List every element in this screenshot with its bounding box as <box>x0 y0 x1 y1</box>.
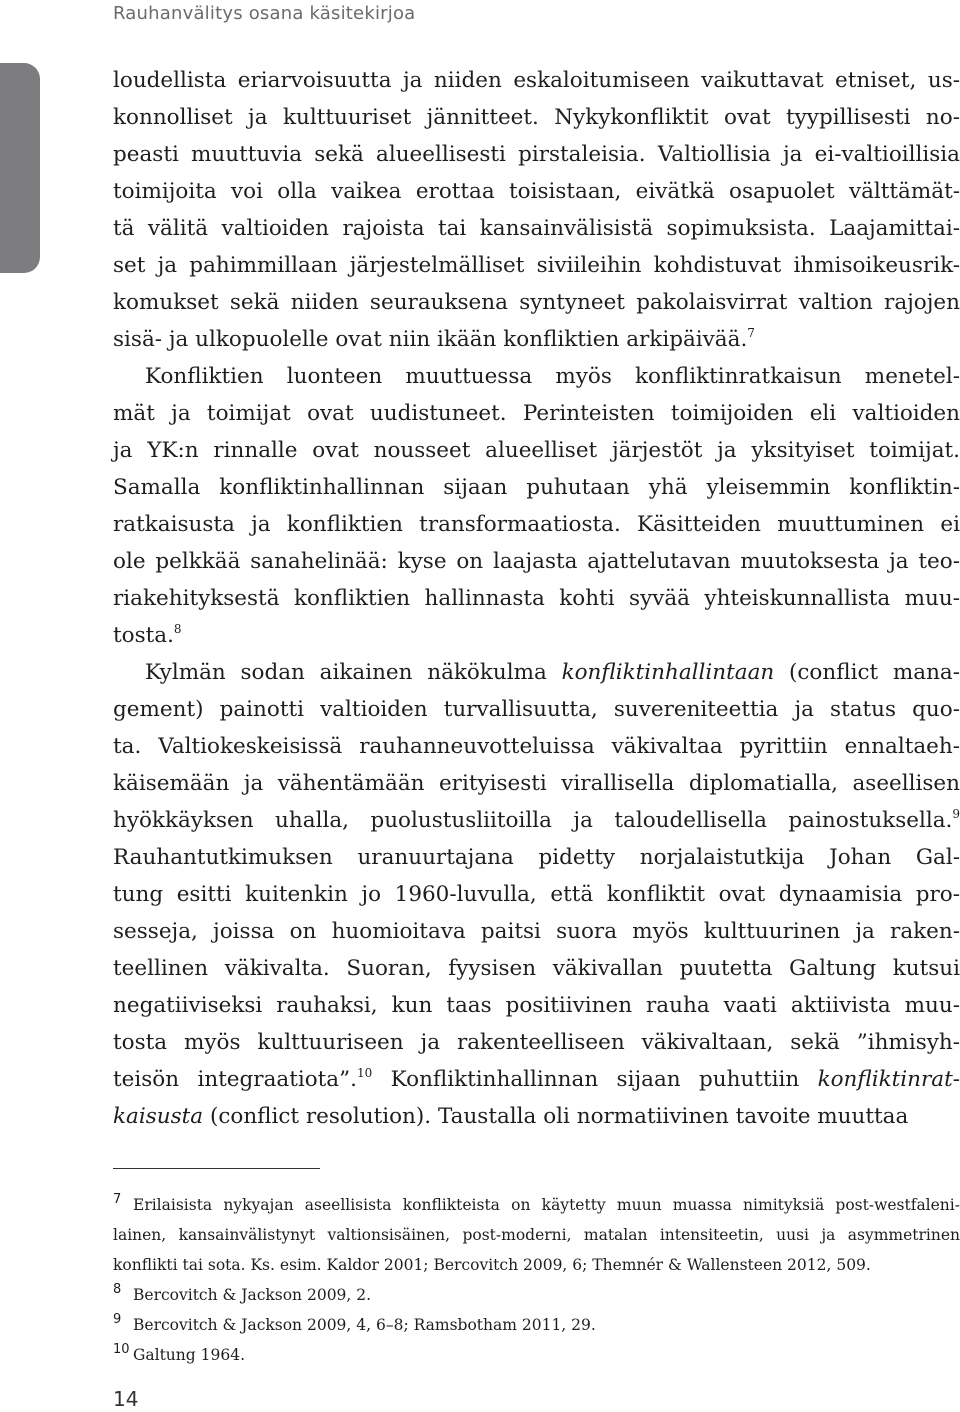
text-segment: loudellista eriarvoisuutta ja niiden eskaloitumiseen vaikuttavat etniset, us- <box>113 68 960 93</box>
text-segment: ta. Valtiokeskeisissä rauhanneuvotteluissa väkivaltaa pyrittiin ennaltaeh- <box>113 734 960 759</box>
text-segment: (conflict resolution). Taustalla oli normatiivinen tavoite muuttaa <box>203 1104 909 1129</box>
text-line <box>113 913 960 950</box>
text-line <box>113 654 960 691</box>
text-segment: ja YK:n rinnalle ovat nousseet alueelliset järjestöt ja yksityiset toimijat. <box>113 438 960 463</box>
text-segment: Konfliktinhallinnan sijaan puhuttiin <box>372 1067 818 1092</box>
text-segment: konfliktinrat- <box>817 1067 960 1092</box>
footnote-line: 9 Bercovitch & Jackson 2009, 4, 6–8; Ramsbotham 2011, 29. <box>113 1312 596 1334</box>
text-line <box>113 321 960 358</box>
footnote-line: 10 Galtung 1964. <box>113 1342 245 1364</box>
footnote-ref: 8 <box>173 622 182 636</box>
text-segment: ole pelkkää sanahelinää: kyse on laajasta ajattelutavan muutoksesta ja teo- <box>113 549 960 574</box>
text-line <box>113 1061 960 1098</box>
text-segment: tung esitti kuitenkin jo 1960-luvulla, että konfliktit ovat dynaamisia pro- <box>113 882 960 907</box>
text-segment: kaisusta <box>113 1104 204 1129</box>
text-line <box>113 876 960 913</box>
text-segment: konfliktinhallintaan <box>561 660 775 685</box>
text-line <box>113 950 960 987</box>
text-segment: Kylmän sodan aikainen näkökulma <box>145 660 562 685</box>
text-segment: peasti muuttuvia sekä alueellisesti pirstaleisia. Valtiollisia ja ei-valtioillisia <box>113 142 960 167</box>
text-segment: set ja pahimmillaan järjestelmälliset siviileihin kohdistuvat ihmisoikeusrik- <box>113 253 960 278</box>
footnote-line <box>113 1250 960 1280</box>
text-segment: sisä- ja ulkopuolelle ovat niin ikään konfliktien arkipäivää. <box>113 327 748 352</box>
text-line <box>113 99 960 136</box>
text-segment: Konfliktien luonteen muuttuessa myös konfliktinratkaisun menetel- <box>145 364 960 389</box>
text-segment: riakehityksestä konfliktien hallinnasta kohti syvää yhteiskunnallista muu- <box>113 586 960 611</box>
footnotes <box>113 1190 960 1370</box>
text-line <box>113 728 960 765</box>
text-line <box>113 691 960 728</box>
text-segment: negatiiviseksi rauhaksi, kun taas positiivinen rauha vaati aktiivista muu- <box>113 993 960 1018</box>
footnote-ref: 10 <box>356 1066 373 1080</box>
text-segment: mät ja toimijat ovat uudistuneet. Perinteisten toimijoiden eli valtioiden <box>113 401 960 426</box>
text-line <box>113 432 960 469</box>
text-segment: tä välitä valtioiden rajoista tai kansainvälisistä sopimuksista. Laajamittai- <box>113 216 960 241</box>
footnote-text: Erilaisista nykyajan aseellisista konflikteista on käytetty muun muassa nimityksiä post-westfaleni- <box>133 1196 960 1214</box>
text-line <box>113 469 960 506</box>
body-text <box>113 62 960 1135</box>
chapter-side-tab <box>0 63 40 273</box>
text-line <box>113 765 960 802</box>
page-number: 14 <box>113 1387 139 1411</box>
text-segment: gement) painotti valtioiden turvallisuutta, suvereniteettia ja status quo- <box>113 697 960 722</box>
text-line <box>113 395 960 432</box>
text-segment: (conflict mana- <box>774 660 960 685</box>
running-head: Rauhanvälitys osana käsitekirjoa <box>113 3 416 24</box>
text-line <box>113 1024 960 1061</box>
text-line <box>113 506 960 543</box>
text-segment: komukset sekä niiden seurauksena syntyneet pakolaisvirrat valtion rajojen <box>113 290 960 315</box>
text-segment: käisemään ja vähentämään erityisesti virallisella diplomatialla, aseellisen <box>113 771 960 796</box>
text-line <box>113 802 960 839</box>
text-line <box>113 543 960 580</box>
text-segment: tosta myös kulttuuriseen ja rakenteelliseen väkivaltaan, sekä ”ihmisyh- <box>113 1030 960 1055</box>
footnote-text: Galtung 1964. <box>133 1346 245 1364</box>
text-line <box>113 210 960 247</box>
footnote-rule <box>113 1168 320 1169</box>
text-line <box>113 358 960 395</box>
footnote-text: Bercovitch & Jackson 2009, 2. <box>133 1286 372 1304</box>
text-line <box>113 987 960 1024</box>
text-line <box>113 617 960 654</box>
footnote-line: 8 Bercovitch & Jackson 2009, 2. <box>113 1282 372 1304</box>
text-line <box>113 839 960 876</box>
text-line <box>113 247 960 284</box>
footnote-ref: 7 <box>747 326 755 340</box>
text-line <box>113 136 960 173</box>
text-line <box>113 580 960 617</box>
text-segment: Rauhantutkimuksen uranuurtajana pidetty norjalaistutkija Johan Gal- <box>113 845 960 870</box>
text-segment: hyökkäyksen uhalla, puolustusliitoilla ja taloudellisella painostuksella. <box>113 808 953 833</box>
text-segment: ratkaisusta ja konfliktien transformaatiosta. Käsitteiden muuttuminen ei <box>113 512 960 537</box>
footnote-text: Bercovitch & Jackson 2009, 4, 6–8; Ramsbotham 2011, 29. <box>133 1316 596 1334</box>
footnote-ref: 9 <box>952 807 960 821</box>
text-line <box>113 284 960 321</box>
text-segment: teellinen väkivalta. Suoran, fyysisen väkivallan puutetta Galtung kutsui <box>113 956 960 981</box>
text-segment: tosta. <box>113 623 174 648</box>
text-segment: toimijoita voi olla vaikea erottaa toisistaan, eivätkä osapuolet välttämät- <box>113 179 960 204</box>
footnote-line: 7 Erilaisista nykyajan aseellisista konflikteista on käytetty muun muassa nimityksiä post-westfaleni- <box>113 1192 960 1214</box>
text-line <box>113 1098 960 1135</box>
footnote-text: lainen, kansainvälistynyt valtionsisäinen, post-moderni, matalan intensiteetin, uusi ja asymmetrinen <box>113 1226 960 1244</box>
text-line <box>113 62 960 99</box>
text-segment: Samalla konfliktinhallinnan sijaan puhutaan yhä yleisemmin konfliktin- <box>113 475 960 500</box>
footnote-text: konflikti tai sota. Ks. esim. Kaldor 2001; Bercovitch 2009, 6; Themnér & Wallensteen 2012, 509. <box>113 1256 871 1274</box>
text-segment: teisön integraatiota”. <box>113 1067 357 1092</box>
text-segment: sesseja, joissa on huomioitava paitsi suora myös kulttuurinen ja raken- <box>113 919 960 944</box>
text-segment: konnolliset ja kulttuuriset jännitteet. Nykykonfliktit ovat tyypillisesti no- <box>113 105 960 130</box>
footnote-line <box>113 1220 960 1250</box>
text-line <box>113 173 960 210</box>
